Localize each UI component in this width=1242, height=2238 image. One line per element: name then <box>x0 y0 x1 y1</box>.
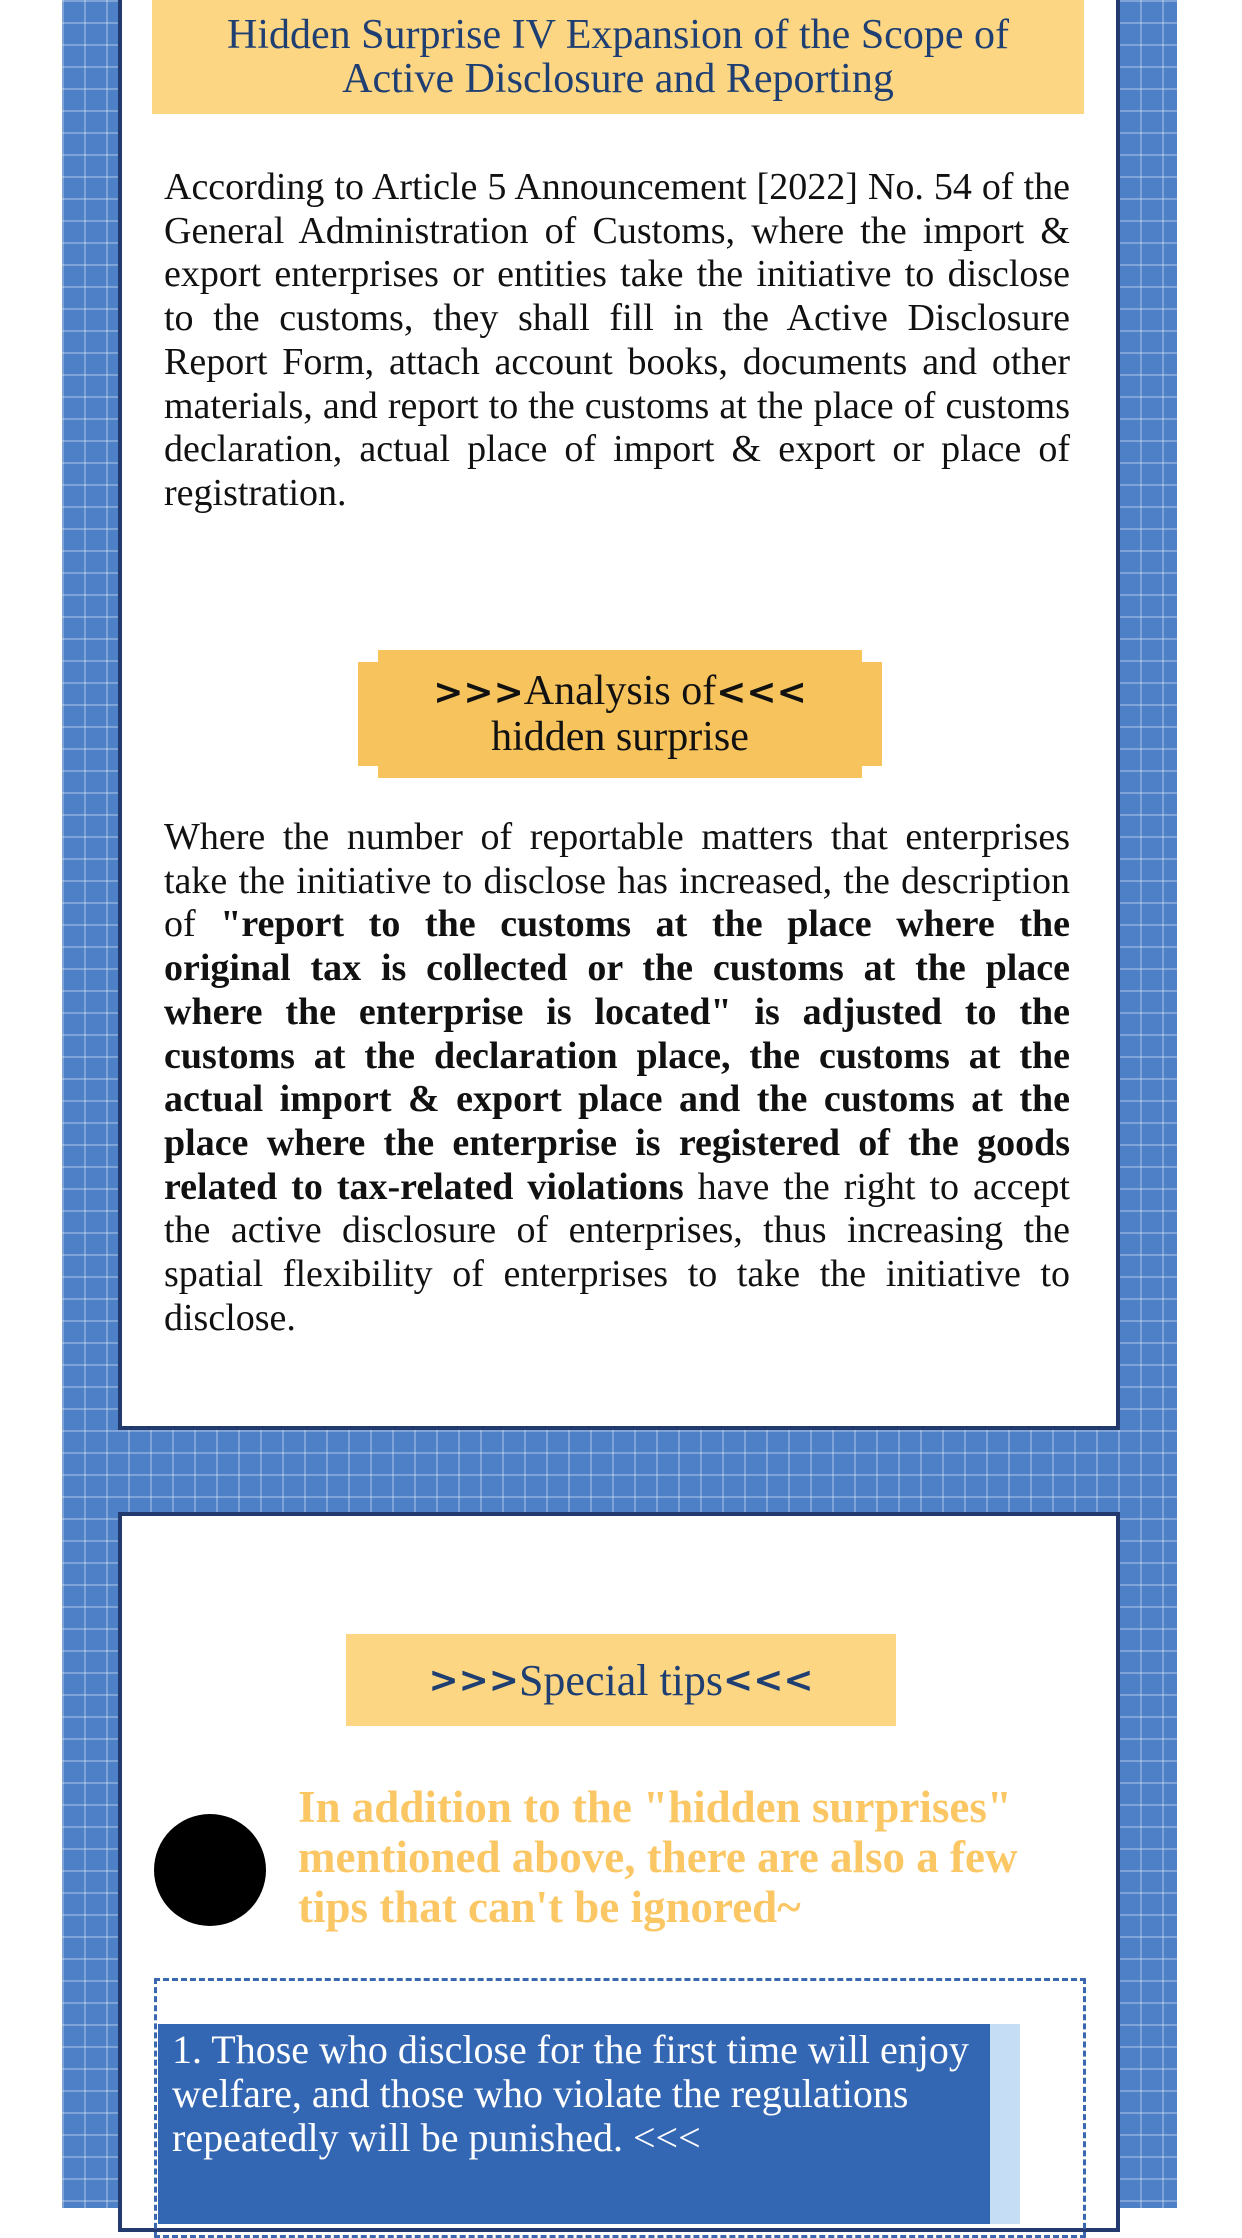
tips-intro-text: In addition to the "hidden surprises" mentioned above, there are also a few tips that can't be ignored~ <box>298 1782 1018 1932</box>
analysis-text-after: have the right to accept the active disclosure of enterprises, thus increasing the spatial flexibility of enterprises to take the initiative to disclose. <box>164 1165 1070 1339</box>
analysis-label-line-2: hidden surprise <box>491 714 749 760</box>
analysis-arrow-left: >>> <box>433 672 524 713</box>
analysis-label-line-1: Analysis of <box>523 668 717 714</box>
section-title-banner <box>152 0 1084 114</box>
tip-item-1-text: 1. Those who disclose for the first time will enjoy welfare, and those who violate the regulations repeatedly will be punished. <<< <box>172 2027 969 2160</box>
analysis-badge <box>358 650 882 778</box>
analysis-arrow-right: <<< <box>716 672 807 713</box>
tips-label: Special tips <box>518 1655 724 1705</box>
section-title-line-1: Hidden Surprise IV Expansion of the Scope of <box>227 12 1009 58</box>
analysis-text-bold: "report to the customs at the place where the original tax is collected or the customs at the place where the enterprise is located" is adjusted to the customs at the declaration place, the customs at the actual import & export place and the customs at the place where the enterprise is registered of the goods related to tax-related violations <box>164 903 1070 1208</box>
tip-item-side-bar <box>990 2024 1020 2224</box>
tips-arrow-right: <<< <box>723 1659 814 1701</box>
analysis-paragraph <box>164 816 1070 1340</box>
tips-arrow-left: >>> <box>428 1659 519 1701</box>
analysis-text-before: Where the number of reportable matters that enterprises take the initiative to disclose has increased, the description of <box>164 816 1070 946</box>
announcement-paragraph: According to Article 5 Announcement [2022] No. 54 of the General Administration of Customs, where the import & export enterprises or entities take the initiative to disclose to the customs, they shall fill in the Active Disclosure Report Form, attach account books, documents and other materials, and report to the customs at the place of customs declaration, actual place of import & export or place of registration. <box>164 166 1070 514</box>
special-tips-banner <box>346 1634 896 1726</box>
black-dot-icon <box>154 1814 266 1926</box>
section-title-line-2: Active Disclosure and Reporting <box>342 56 894 102</box>
